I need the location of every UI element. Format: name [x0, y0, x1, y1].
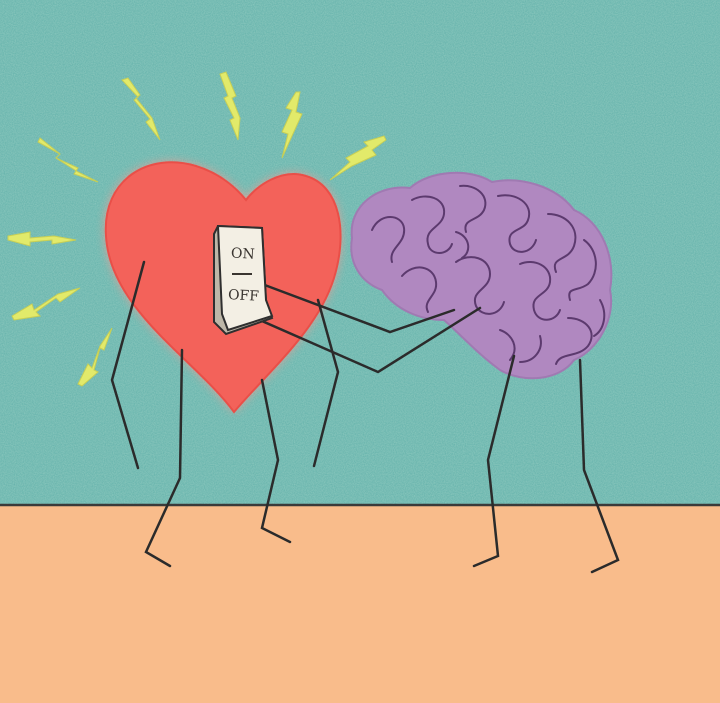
switch-off-label: OFF [227, 287, 260, 305]
switch-on-label: ON [230, 245, 256, 263]
light-switch-icon[interactable] [214, 226, 272, 334]
floor [0, 505, 720, 703]
